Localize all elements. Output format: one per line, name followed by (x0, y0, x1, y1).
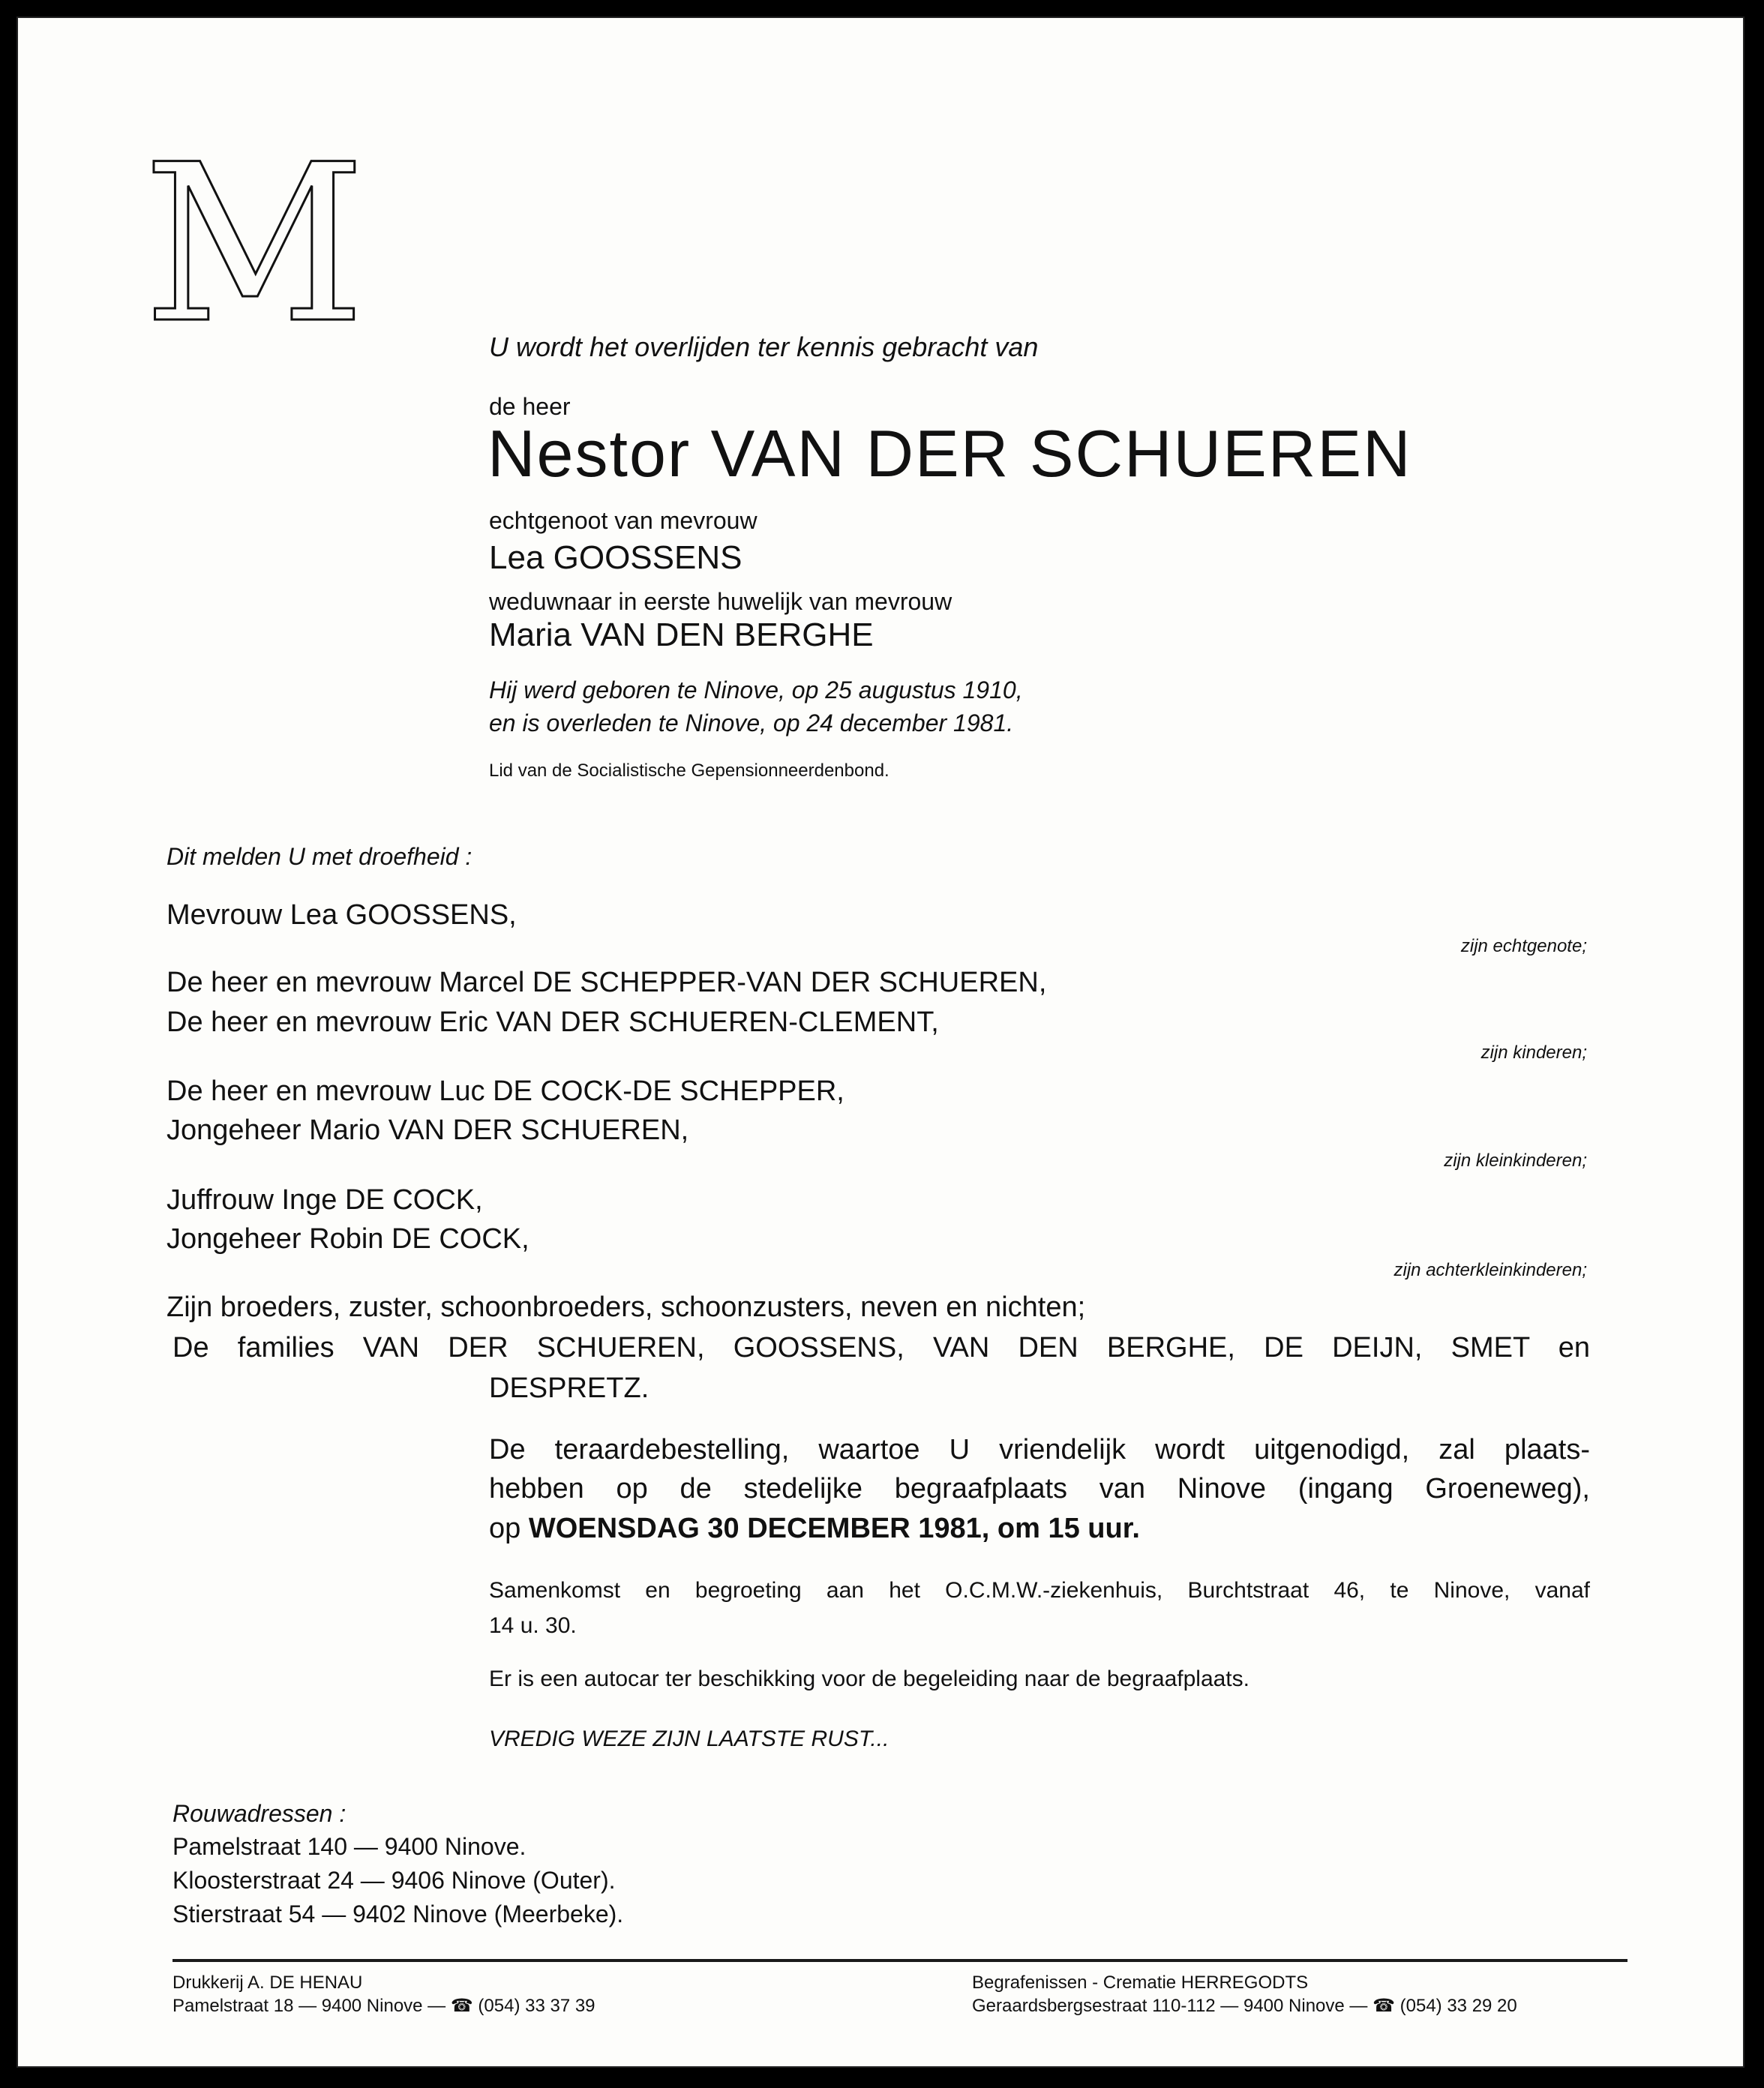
spouse-label: echtgenoot van mevrouw (489, 507, 758, 534)
widower-label: weduwnaar in eerste huwelijk van mevrouw (489, 588, 952, 615)
funeral-date: WOENSDAG 30 DECEMBER 1981, om 15 uur. (528, 1513, 1140, 1544)
funeral-date-line (489, 1513, 1140, 1545)
closing-line: VREDIG WEZE ZIJN LAATSTE RUST... (489, 1726, 890, 1751)
address-line: Kloosterstraat 24 — 9406 Ninove (Outer). (172, 1867, 616, 1894)
address-line: Stierstraat 54 — 9402 Ninove (Meerbeke). (172, 1900, 624, 1928)
mourner-line: Juffrouw Inge DE COCK, (166, 1184, 483, 1216)
mourner-line: Mevrouw Lea GOOSSENS, (166, 899, 517, 931)
born-line: Hij werd geboren te Ninove, op 25 augustus 1910, (489, 676, 1023, 704)
mourner-relation: zijn kinderen; (1480, 1042, 1587, 1063)
announcers-heading: Dit melden U met droefheid : (166, 843, 472, 870)
mourner-relation: zijn achterkleinkinderen; (1394, 1260, 1587, 1280)
mourner-line: De heer en mevrouw Luc DE COCK-DE SCHEPPER, (166, 1076, 844, 1107)
gathering-line: Samenkomst en begroeting aan het O.C.M.W.-ziekenhuis, Burchtstraat 46, te Ninove, vanaf (489, 1578, 1590, 1603)
undertaker-address: Geraardsbergsestraat 110-112 — 9400 Ninove — ☎ (054) 33 29 20 (972, 1996, 1517, 2016)
svg-text:M: M (142, 118, 366, 371)
mourner-relation: zijn kleinkinderen; (1444, 1150, 1587, 1171)
families-line-continued: DESPRETZ. (489, 1372, 650, 1404)
funeral-date-prefix: op (489, 1513, 521, 1544)
membership-line: Lid van de Socialistische Gepensionneerdenbond. (489, 760, 890, 781)
mourner-relation: zijn echtgenote; (1460, 936, 1587, 956)
deceased-name: Nestor VAN DER SCHUEREN (488, 416, 1412, 490)
died-line: en is overleden te Ninove, op 24 december 1981. (489, 710, 1014, 736)
footer-divider (172, 1959, 1628, 1962)
intro-text: U wordt het overlijden ter kennis gebracht van (489, 332, 1039, 362)
printer-address: Pamelstraat 18 — 9400 Ninove — ☎ (054) 33 37 39 (172, 1996, 596, 2016)
autocar-line: Er is een autocar ter beschikking voor de begeleiding naar de begraafplaats. (489, 1666, 1250, 1691)
title-prefix: de heer (489, 393, 571, 420)
printer-name: Drukkerij A. DE HENAU (172, 1972, 363, 1993)
relatives-line: Zijn broeders, zuster, schoonbroeders, schoonzusters, neven en nichten; (166, 1292, 1086, 1323)
death-notice-card (16, 16, 1744, 2068)
mourner-line: De heer en mevrouw Marcel DE SCHEPPER-VAN DER SCHUEREN, (166, 967, 1047, 998)
addresses-heading: Rouwadressen : (172, 1800, 346, 1827)
funeral-line: De teraardebestelling, waartoe U vriendelijk wordt uitgenodigd, zal plaats- (489, 1434, 1590, 1466)
first-wife-name: Maria VAN DEN BERGHE (489, 616, 874, 653)
mourner-line: De heer en mevrouw Eric VAN DER SCHUEREN-CLEMENT, (166, 1006, 939, 1038)
families-line: De families VAN DER SCHUEREN, GOOSSENS, VAN DEN BERGHE, DE DEIJN, SMET en (172, 1332, 1590, 1364)
undertaker-name: Begrafenissen - Crematie HERREGODTS (972, 1972, 1309, 1993)
gathering-line: 14 u. 30. (489, 1613, 577, 1638)
funeral-line: hebben op de stedelijke begraafplaats van Ninove (ingang Groeneweg), (489, 1473, 1590, 1504)
address-line: Pamelstraat 140 — 9400 Ninove. (172, 1833, 526, 1860)
mourner-line: Jongeheer Mario VAN DER SCHUEREN, (166, 1114, 689, 1146)
mourner-line: Jongeheer Robin DE COCK, (166, 1223, 530, 1255)
monogram-letter (142, 118, 366, 371)
spouse-name: Lea GOOSSENS (489, 539, 742, 576)
